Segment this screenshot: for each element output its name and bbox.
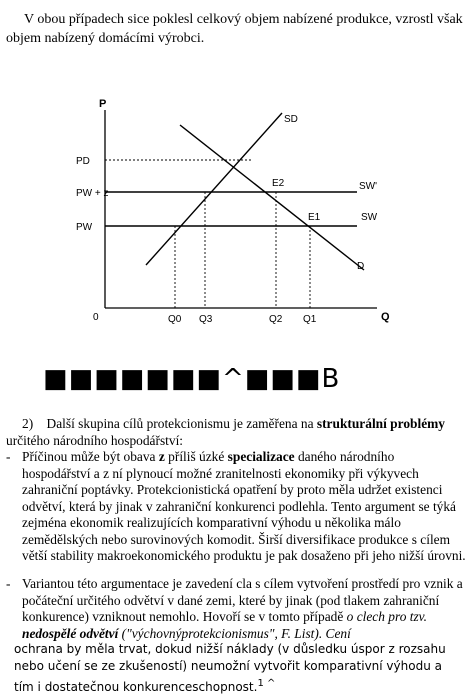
x-tick-q1: Q1: [303, 314, 317, 325]
section-text-b: určitého národního hospodářství:: [6, 432, 184, 448]
intro-line-1: V obou případech sice poklesl celkový objem nabízené produkce, vzrostl však: [24, 12, 463, 27]
section-text-a: Další skupina cílů protekcionismu je zaměřena na: [46, 416, 317, 431]
bullet-2-tail-text: ochrana by měla trvat, dokud nižší náklady (v důsledku úspor z rozsahu nebo učení se ze zkušeností) neumožní vytvořit komparativní výhodu a tím i dostatečnou konkurenceschopnost.: [14, 642, 446, 694]
label-sw: SW: [361, 212, 378, 223]
origin-label: 0: [93, 312, 99, 323]
section-bold-term: strukturální problémy: [316, 416, 445, 431]
y-tick-pd: PD: [76, 156, 90, 167]
bullet-2-bold-italic: nedospělé odvětví: [22, 625, 119, 641]
bullet-2-tail: [14, 641, 464, 696]
label-d: D: [357, 261, 365, 272]
section-2-paragraph: [6, 416, 464, 449]
section-number: 2): [22, 416, 34, 431]
x-axis-label: Q: [381, 311, 390, 323]
label-sw-prime: SW': [359, 181, 378, 192]
label-e1: E1: [308, 212, 321, 223]
y-axis-label: P: [99, 98, 107, 110]
bullet-1: [6, 449, 466, 565]
bullet-1-b1: z: [158, 449, 165, 464]
bullet-2-i1: o clech pro tzv.: [346, 609, 427, 624]
d-curve: [180, 125, 364, 270]
bullet-2-t1: Variantou této argumentace je zavedení cla s cílem vytvoření prostředí pro vznik a počáteční určitého odvětví v dané zemi, které by jinak (pod tlakem zahraniční konkurence) vzniknout nemohlo. Hovoří se v tomto případě: [22, 576, 463, 624]
y-tick-pw-plus-z: PW + z: [76, 188, 109, 199]
bullet-1-t1: Příčinou může být obava: [22, 449, 159, 464]
bullet-1-t2: příliš úzké: [164, 449, 228, 464]
label-sd: SD: [284, 114, 298, 125]
bullet-1-b2: specializace: [227, 449, 295, 464]
supply-demand-chart: [72, 95, 402, 327]
x-tick-q2: Q2: [269, 314, 283, 325]
bullet-2-i2: ("výchovnýprotekcionismus", F. List). Cení: [118, 625, 351, 641]
footnote-marker: 1 ^: [257, 678, 276, 689]
bullet-2-dash: -: [6, 576, 11, 591]
y-tick-pw: PW: [76, 222, 93, 233]
bullet-1-dash: -: [6, 449, 11, 464]
bullet-2: [6, 576, 466, 642]
intro-line-2: objem nabízený domácími výrobci.: [6, 31, 205, 46]
x-tick-q0: Q0: [168, 314, 182, 325]
garbled-glyph-row: ■■■■■■■^■■■B: [43, 364, 341, 394]
bullet-1-t3: daného národního hospodářství a z ní plynoucí možné zranitelnosti ekonomiky při výkyvech zahraniční poptávky. Protekcionistická opatření by proto měla udržet existenci odvětví, která by jinak v zahraniční konkurenci podlehla. Tento argument se týká zejména ekonomik realizujících komparativní výhodu u několika málo zemědělských nebo surovinových komodit. Širší diversifikace produkce s cílem větší stability makroekonomického produktu je pak dosaženo při jeho nižší úrovni.: [22, 449, 466, 563]
x-tick-q3: Q3: [199, 314, 213, 325]
label-e2: E2: [272, 178, 285, 189]
